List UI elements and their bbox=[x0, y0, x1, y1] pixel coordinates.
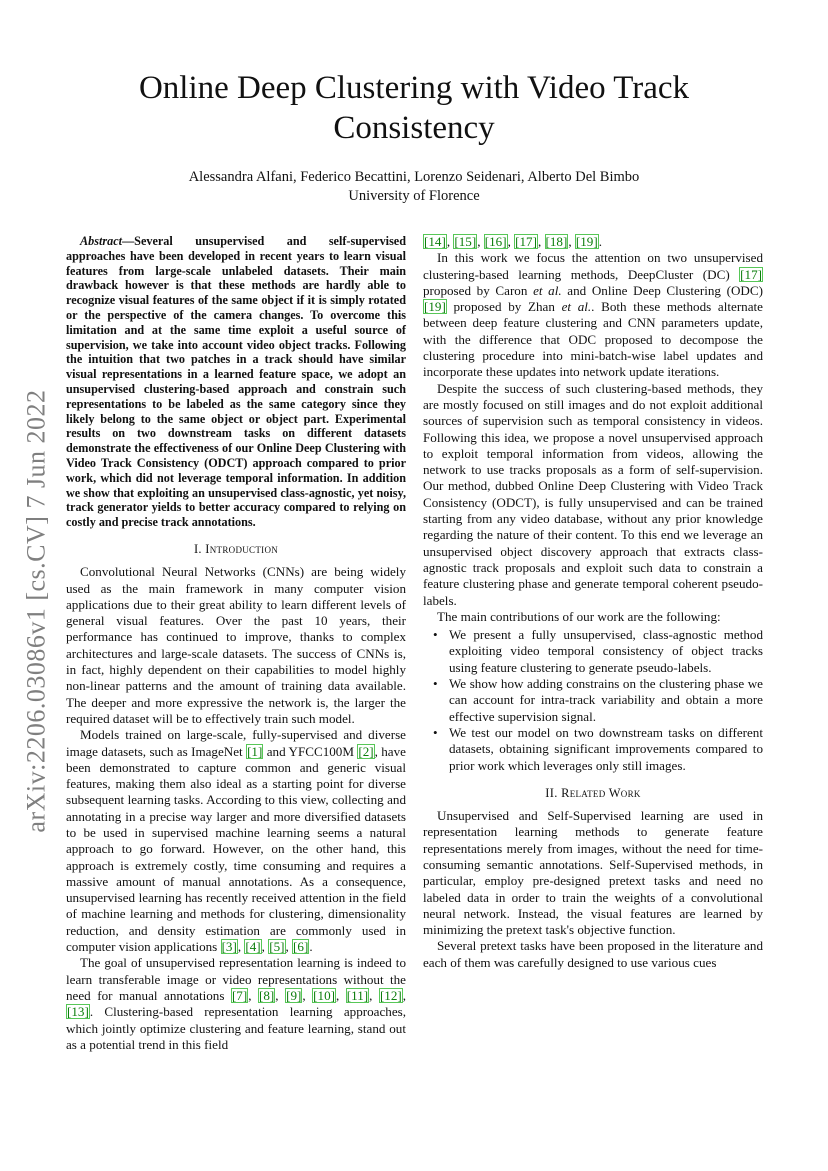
bullet-icon: • bbox=[433, 724, 438, 740]
paper-title: Online Deep Clustering with Video Track Consistency bbox=[138, 70, 690, 146]
related-paragraph-1: Unsupervised and Self-Supervised learning are used in representation learning methods to generate feature representations merely from images, without the need for time-consuming semantic annotations. Self-Supervised methods, in particular, employ pre-designed pretext tasks and need no labeled data in order to train the weights of a convolutional neural network. Instead, the visual features are learned by minimizing the pretext task's objective function. bbox=[423, 808, 763, 938]
abstract-text: —Several unsupervised and self-supervised approaches have been developed in recent years to learn visual features from large-scale unlabeled datasets. Their main drawback however is that these methods are hardly able to recognize visual features of the same object if it is simply rotated or the perspective of the camera changes. To overcome this limitation and at the same time exploit a useful source of supervision, we take into account video object tracks. Following the intuition that two patches in a track should have similar visual representations in a learned feature space, we adopt an unsupervised clustering-based approach and constrain such representations to be labeled as the same category since they likely belong to the same object or object part. Experimental results on two downstream tasks on different datasets demonstrate the effectiveness of our Online Deep Clustering with Video Track Consistency (ODCT) approach compared to prior work, which did not leverage temporal information. In addition we show that exploiting an unsupervised class-agnostic, yet noisy, track generator yields to better accuracy compared to relying on costly and precise track annotations. bbox=[66, 234, 406, 530]
citation-link[interactable]: [19] bbox=[424, 299, 446, 315]
citation-link[interactable]: [4] bbox=[245, 939, 261, 955]
intro-paragraph-3-continued: [14], [15], [16], [17], [18], [19]. bbox=[424, 234, 602, 249]
intro-paragraph-5: Despite the success of such clustering-based methods, they are mostly focused on still images and do not exploit additional sources of supervision such as temporal consistency in videos. Following this idea, we propose a novel unsupervised approach to exploit temporal information from videos, allowing the network to use tracks proposals as a form of self-supervision. Our method, dubbed Online Deep Clustering with Video Track Consistency (ODCT), is fully unsupervised and can be trained starting from any video database, without any prior knowledge regarding the nature of their content. To this end we leverage an unsupervised object discovery approach that extracts class-agnostic track proposals and exploit such data to constrain a feature clustering phase and generate temporal coherent pseudo-labels. bbox=[423, 380, 763, 608]
citation-link[interactable]: [19] bbox=[575, 234, 598, 249]
abstract bbox=[66, 234, 406, 530]
right-column bbox=[423, 234, 763, 971]
bullet-icon: • bbox=[433, 627, 438, 643]
citation-link[interactable]: [9] bbox=[286, 987, 302, 1003]
intro-paragraph-2: Models trained on large-scale, fully-supervised and diverse image datasets, such as ImageNet [1] and YFCC100M [2], have been demonstrated to capture common and generic visual features, making them also ideal as a starting point for diverse subsequent learning tasks. According to this view, collecting and annotating in a precise way larger and more diversified datasets to be used in supervised machine learning seems a natural approach to go forward. However, on the other hand, this approach is extremely costly, time consuming and requires a massive amount of manual annotations. As a consequence, unsupervised learning has recently received attention in the field of machine learning and methods for clustering, dimensionality reduction, and density estimation are commonly used in computer vision applications [3], [4], [5], [6]. bbox=[66, 727, 406, 955]
citation-link[interactable]: [14] bbox=[424, 234, 446, 249]
citation-link[interactable]: [7] bbox=[231, 987, 248, 1003]
citation-link[interactable]: [17] bbox=[740, 266, 762, 282]
citation-link[interactable]: [5] bbox=[269, 939, 285, 955]
author-list: Alessandra Alfani, Federico Becattini, Lorenzo Seidenari, Alberto Del Bimbo bbox=[188, 169, 640, 185]
citation-link[interactable]: [13] bbox=[67, 1004, 89, 1020]
citation-link[interactable]: [10] bbox=[313, 987, 335, 1003]
citation-link[interactable]: [12] bbox=[379, 987, 402, 1003]
list-item: • We present a fully unsupervised, class-agnostic method exploiting video temporal consistency of object tracks using feature clustering to generate pseudo-labels. bbox=[433, 627, 763, 675]
citation-link[interactable]: [1] bbox=[247, 743, 263, 759]
citation-link[interactable]: [15] bbox=[454, 234, 477, 249]
abstract-label: Abstract bbox=[80, 234, 122, 248]
citation-link[interactable]: [17] bbox=[515, 234, 537, 249]
citation-link[interactable]: [6] bbox=[293, 939, 309, 955]
citation-link[interactable]: [16] bbox=[484, 234, 507, 249]
section-heading-related-work: II. Related Work bbox=[545, 785, 641, 800]
intro-paragraph-1: Convolutional Neural Networks (CNNs) are being widely used as the main framework in many computer vision applications due to their great ability to learn different levels of general visual features. Over the past 10 years, their performance has continued to improve, thanks to complex architectures and large-scale datasets. The success of CNNs is, in fact, highly dependent on their capabilities to model highly non-linear patterns and the amount of training data available. The deeper and more expressive the network is, the larger the required dataset will be to effectively train such model. bbox=[66, 564, 406, 726]
left-column bbox=[66, 234, 406, 1053]
arxiv-side-identifier bbox=[14, 376, 60, 846]
citation-link[interactable]: [8] bbox=[259, 987, 275, 1003]
citation-link[interactable]: [11] bbox=[346, 987, 369, 1003]
related-paragraph-2: Several pretext tasks have been proposed in the literature and each of them was carefully designed to use various cues bbox=[423, 938, 763, 970]
citation-link[interactable]: [3] bbox=[221, 939, 237, 955]
citation-link[interactable]: [2] bbox=[358, 743, 374, 759]
bullet-icon: • bbox=[433, 676, 438, 692]
affiliation: University of Florence bbox=[348, 188, 480, 204]
author-block bbox=[80, 168, 748, 206]
list-item: • We test our model on two downstream tasks on different datasets, obtaining significant improvements compared to prior work which leverages only still images. bbox=[433, 724, 763, 773]
intro-paragraph-6: The main contributions of our work are the following: bbox=[437, 608, 721, 624]
intro-paragraph-3: The goal of unsupervised representation learning is indeed to learn transferable image or video representations without the need for manual annotations [7], [8], [9], [10], [11], [12], [13]. Clustering-based representation learning approaches, which jointly optimize clustering and feature learning, stand out as a potential trend in this field bbox=[66, 955, 407, 1052]
section-heading-introduction: I. Introduction bbox=[193, 541, 279, 556]
contributions-list bbox=[423, 627, 763, 774]
intro-paragraph-4: In this work we focus the attention on two unsupervised clustering-based learning methods, DeepCluster (DC) [17] proposed by Caron et al. and Online Deep Clustering (ODC) [19] proposed by Zhan et al.. Both these methods alternate between deep feature clustering and CNN parameters update, with the difference that ODC proposed to decompose the clustering procedure into mini-batch-wise label updates and incorporate these updates into network update iterations. bbox=[423, 250, 763, 380]
arxiv-id-text: arXiv:2206.03086v1 [cs.CV] 7 Jun 2022 bbox=[22, 389, 52, 833]
list-item: • We show how adding constrains on the clustering phase we can account for intra-track variability and obtain a more effective supervision signal. bbox=[433, 676, 763, 724]
citation-link[interactable]: [18] bbox=[545, 234, 568, 249]
